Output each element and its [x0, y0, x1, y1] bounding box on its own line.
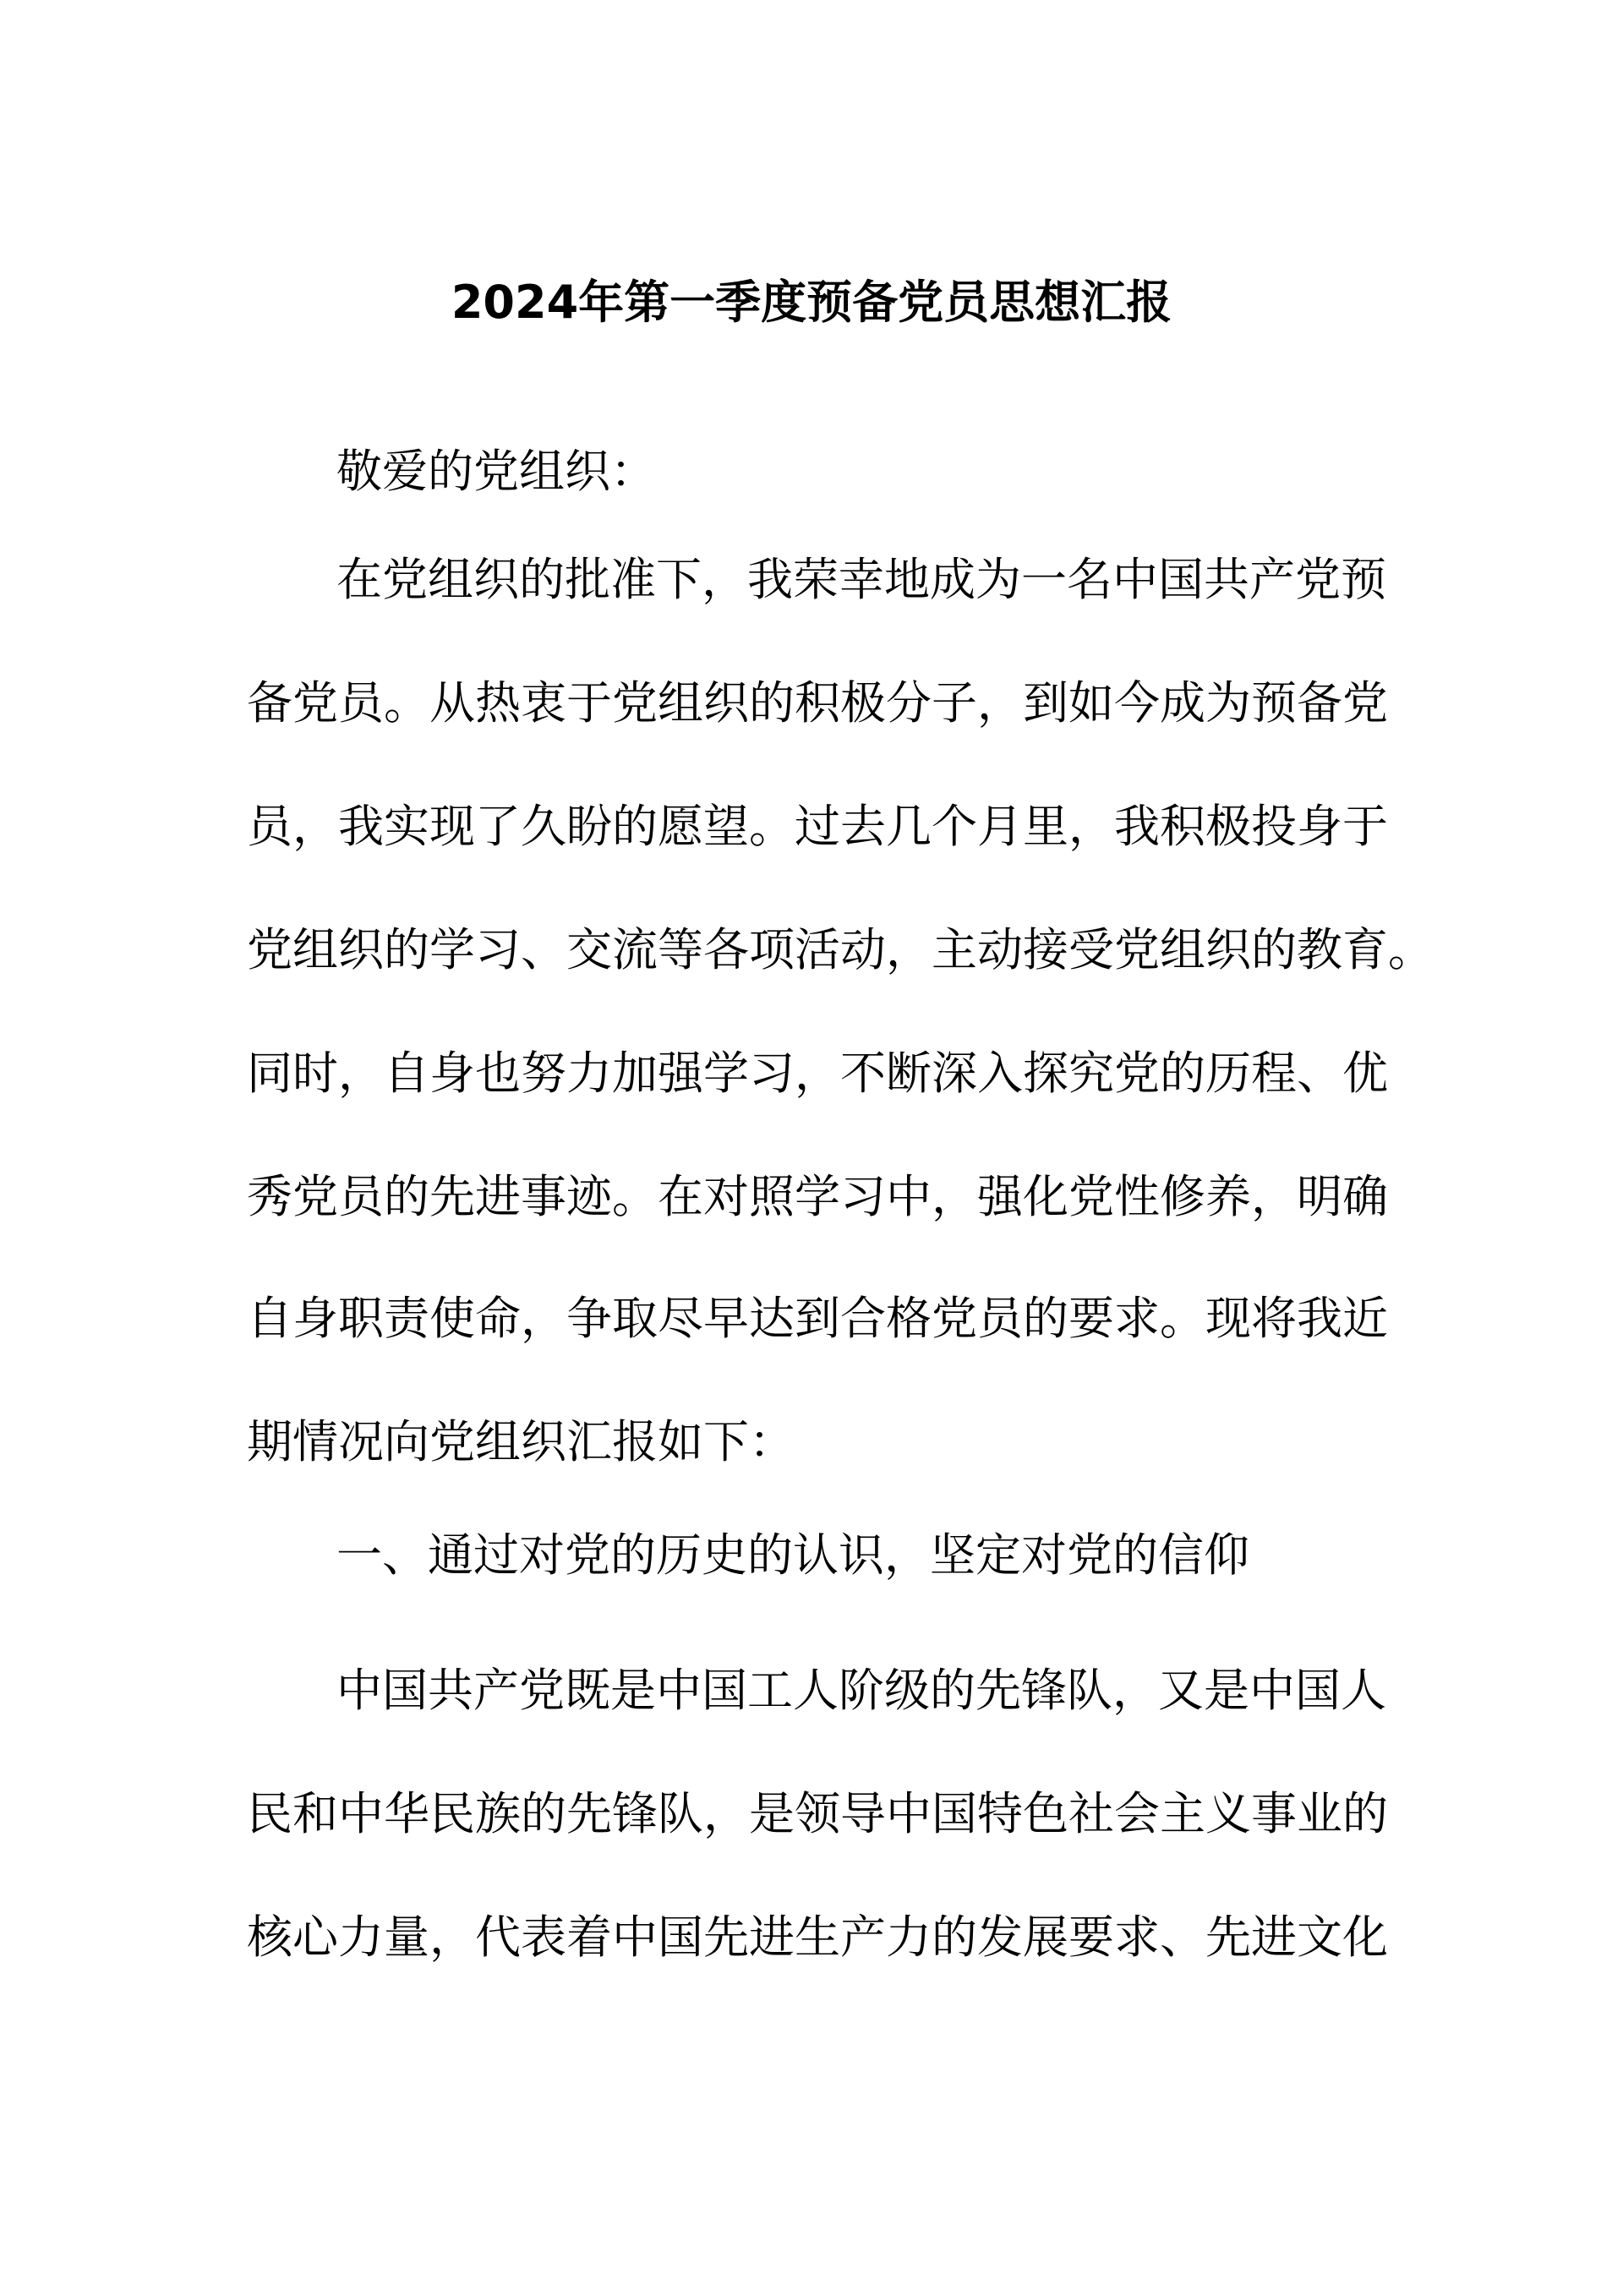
paragraph-line: 秀党员的先进事迹。在对照学习中，强化党性修养，明确	[247, 1170, 1388, 1223]
paragraph-line: 期情况向党组织汇报如下：	[247, 1415, 795, 1468]
paragraph-line: 党组织的学习、交流等各项活动，主动接受党组织的教育。	[247, 923, 1434, 976]
section-heading: 一、通过对党的历史的认识，坚定对党的信仰	[336, 1528, 1249, 1582]
document-title: 2024年第一季度预备党员思想汇报	[451, 276, 1172, 329]
paragraph-line: 民和中华民族的先锋队，是领导中国特色社会主义事业的	[247, 1787, 1388, 1840]
paragraph-line: 中国共产党既是中国工人阶级的先锋队，又是中国人	[336, 1664, 1386, 1717]
paragraph-line: 自身职责使命，争取尽早达到合格党员的要求。现将我近	[247, 1292, 1388, 1345]
paragraph-line: 员，我实现了久盼的愿望。过去几个月里，我积极投身于	[247, 800, 1388, 853]
salutation: 敬爱的党组织：	[336, 445, 656, 498]
paragraph-line: 备党员。从热衷于党组织的积极分子，到如今成为预备党	[247, 676, 1388, 730]
paragraph-line: 核心力量，代表着中国先进生产力的发展要求、先进文化	[247, 1911, 1388, 1964]
paragraph-line: 在党组织的批准下，我荣幸地成为一名中国共产党预	[336, 553, 1386, 606]
paragraph-line: 同时，自身也努力加强学习，不断深入探究党的历程、优	[247, 1047, 1388, 1100]
